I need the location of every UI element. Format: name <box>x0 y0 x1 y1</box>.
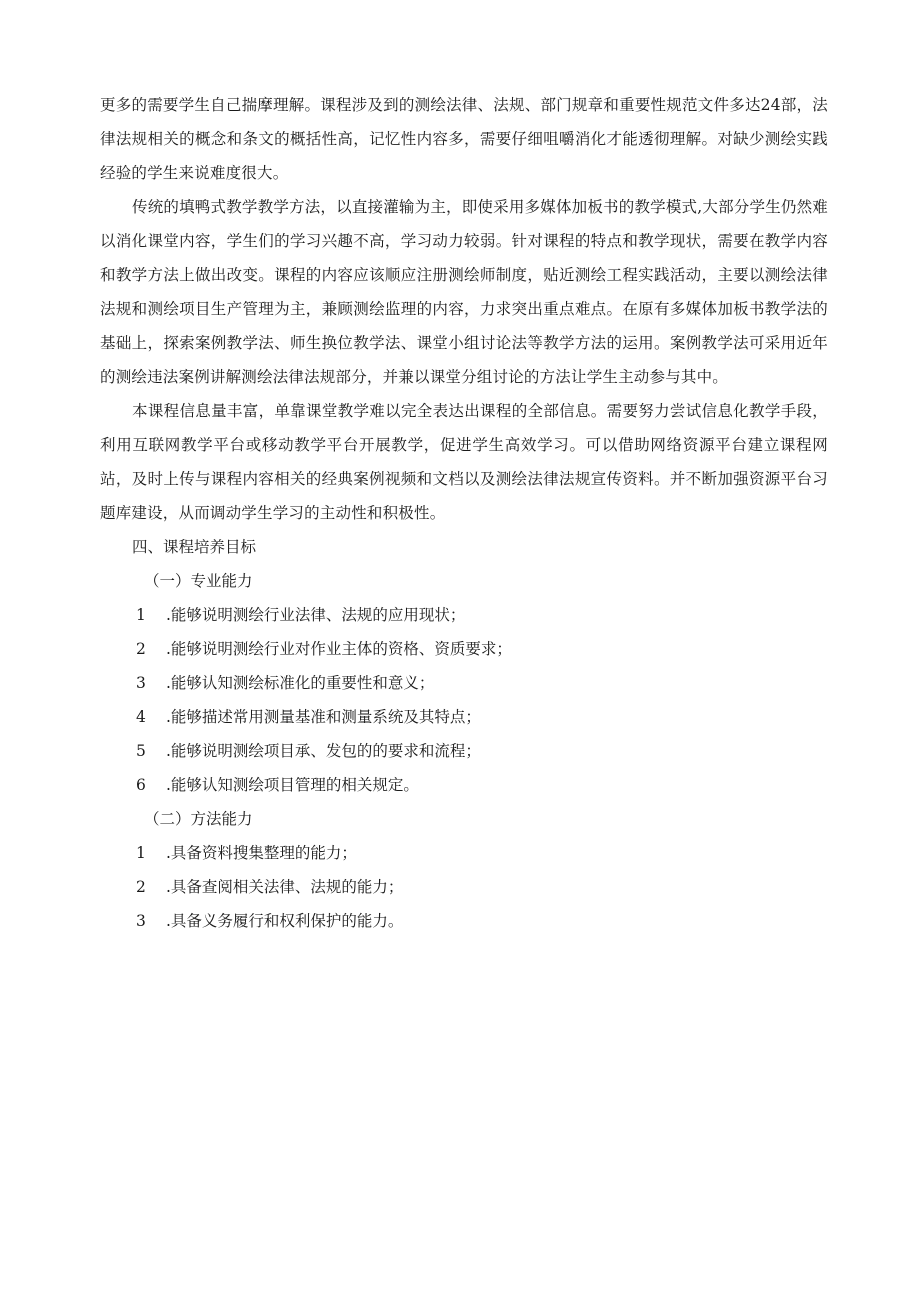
list-item <box>100 666 828 700</box>
list-item <box>100 904 828 938</box>
list-item-number: 1 <box>136 606 146 624</box>
list-item-number: 5 <box>136 742 146 760</box>
list-item <box>100 700 828 734</box>
list-item <box>100 598 828 632</box>
list-item-number: 2 <box>136 878 146 896</box>
paragraph-continuation: 更多的需要学生自己揣摩理解。课程涉及到的测绘法律、法规、部门规章和重要性规范文件多达24部，法律法规相关的概念和条文的概括性高，记忆性内容多，需要仔细咀嚼消化才能透彻理解。对缺少测绘实践经验的学生来说难度很大。 <box>100 96 828 182</box>
section-heading: 四、课程培养目标 <box>132 538 257 556</box>
list-item-number: 2 <box>136 640 146 658</box>
list-item-number: 1 <box>136 844 146 862</box>
list-item-text: .具备义务履行和权利保护的能力。 <box>166 912 404 930</box>
list-item-text: .能够描述常用测量基准和测量系统及其特点； <box>166 708 481 726</box>
list-item-number: 3 <box>136 912 146 930</box>
list-item <box>100 632 828 666</box>
list-item-text: .能够说明测绘行业对作业主体的资格、资质要求； <box>166 640 512 658</box>
list-item-text: .能够认知测绘项目管理的相关规定。 <box>166 776 419 794</box>
list-item-text: .能够说明测绘项目承、发包的的要求和流程； <box>166 742 481 760</box>
list-item-text: .具备查阅相关法律、法规的能力； <box>166 878 404 896</box>
list-item-text: .能够认知测绘标准化的重要性和意义； <box>166 674 435 692</box>
paragraph-informatization: 本课程信息量丰富，单靠课堂教学难以完全表达出课程的全部信息。需要努力尝试信息化教学手段，利用互联网教学平台或移动教学平台开展教学，促进学生高效学习。可以借助网络资源平台建立课程网站，及时上传与课程内容相关的经典案例视频和文档以及测绘法律法规宣传资料。并不断加强资源平台习题库建设，从而调动学生学习的主动性和积极性。 <box>100 402 828 522</box>
paragraph-teaching-methods: 传统的填鸭式教学教学方法，以直接灌输为主，即使采用多媒体加板书的教学模式,大部分学生仍然难以消化课堂内容，学生们的学习兴趣不高，学习动力较弱。针对课程的特点和教学现状，需要在教学内容和教学方法上做出改变。课程的内容应该顺应注册测绘师制度，贴近测绘工程实践活动，主要以测绘法律法规和测绘项目生产管理为主，兼顾测绘监理的内容，力求突出重点难点。在原有多媒体加板书教学法的基础上，探索案例教学法、师生换位教学法、课堂小组讨论法等教学方法的运用。案例教学法可采用近年的测绘违法案例讲解测绘法律法规部分，并兼以课堂分组讨论的方法让学生主动参与其中。 <box>100 198 828 386</box>
list-item <box>100 836 828 870</box>
document-body <box>100 88 828 938</box>
list-item-text: .能够说明测绘行业法律、法规的应用现状； <box>166 606 466 624</box>
list-item-text: .具备资料搜集整理的能力； <box>166 844 357 862</box>
list-item <box>100 734 828 768</box>
list-item <box>100 870 828 904</box>
list-item <box>100 768 828 802</box>
list-item-number: 4 <box>136 708 146 726</box>
list-item-number: 3 <box>136 674 146 692</box>
list-item-number: 6 <box>136 776 146 794</box>
subsection-title-professional: （一）专业能力 <box>144 572 253 590</box>
subsection-title-method: （二）方法能力 <box>144 810 253 828</box>
